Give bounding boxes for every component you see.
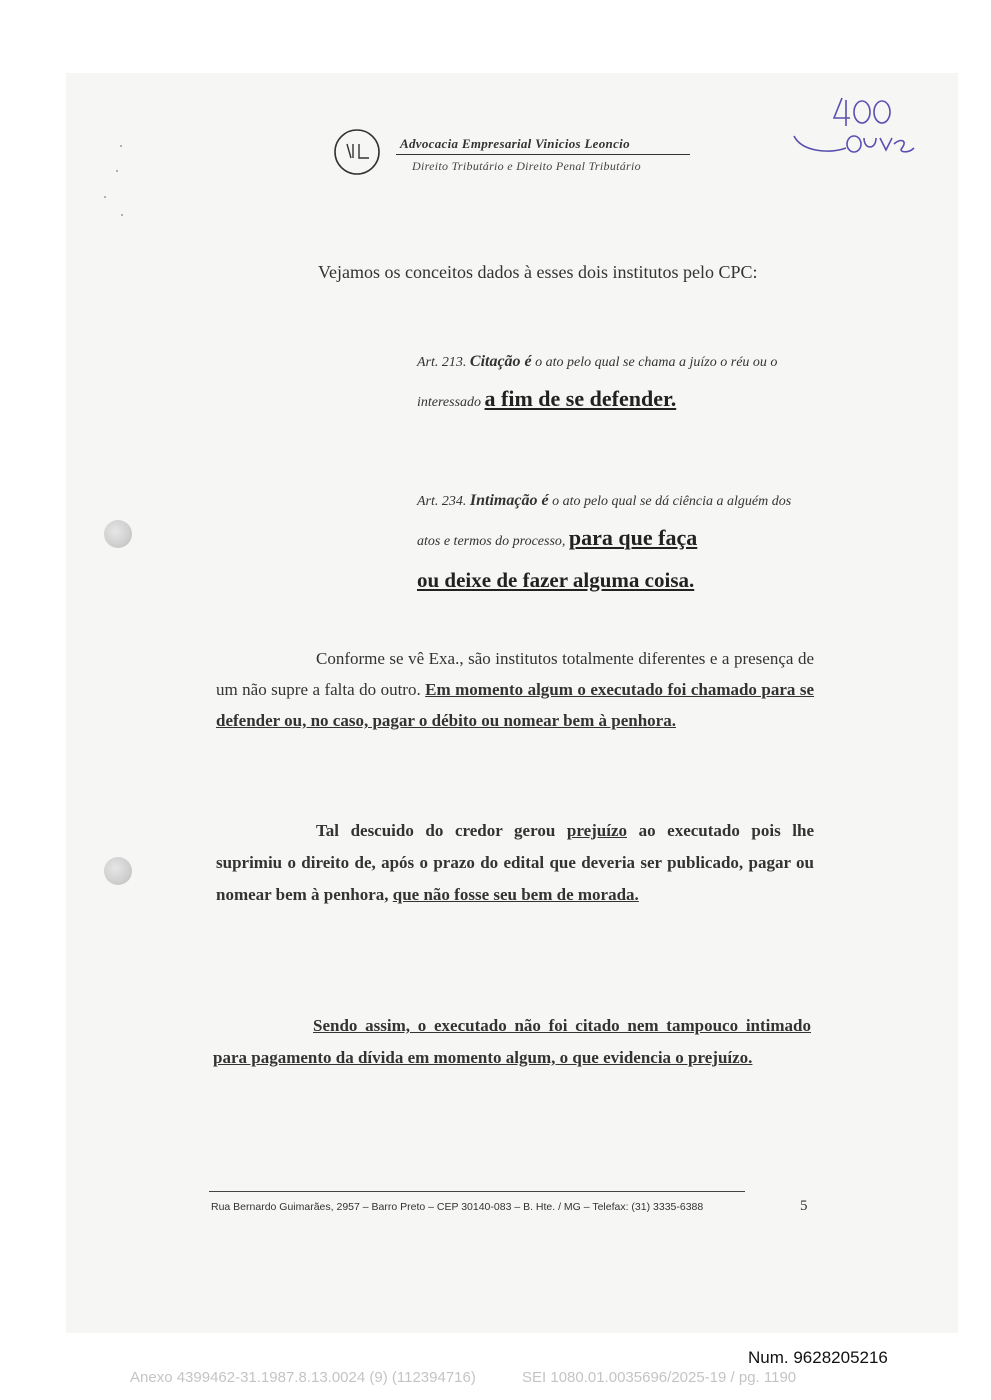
firm-logo-icon: [333, 128, 381, 176]
speck: [116, 170, 118, 172]
paragraph1-plain: Conforme se vê Exa., são institutos totalmente diferentes e a presença de um não supre a falta do outro.: [216, 649, 814, 699]
art234-emphasis-1: para que faça: [568, 525, 698, 550]
art213-number: Art. 213.: [417, 355, 467, 370]
footer-address: Rua Bernardo Guimarães, 2957 – Barro Preto – CEP 30140-083 – B. Hte. / MG – Telefax: (31) 3335-6388: [211, 1201, 704, 1213]
art234-emphasis-2: ou deixe de fazer alguma coisa.: [417, 568, 695, 592]
speck: [104, 196, 106, 198]
punch-hole-top: [104, 520, 132, 548]
paragraph2-underlined2: que não fosse seu bem de morada.: [392, 885, 639, 904]
art213-term: Citação é: [469, 353, 532, 370]
paragraph-1: [216, 643, 814, 736]
paragraph2-part1: Tal descuido do credor gerou: [316, 821, 556, 840]
annex-stamp: [130, 1369, 890, 1386]
handwritten-note: [790, 92, 920, 162]
page-number: 5: [800, 1198, 808, 1214]
paragraph2-underlined1: prejuízo: [566, 821, 627, 840]
firm-name: Advocacia Empresarial Vinicios Leoncio: [400, 136, 630, 151]
paragraph1-underlined: Em momento algum o executado foi chamado para se defender ou, no caso, pagar o débito ou nomear bem à penhora.: [216, 680, 815, 730]
paragraph-2: [216, 815, 814, 911]
sei-reference: SEI 1080.01.0035696/2025-19 / pg. 1190: [522, 1369, 797, 1386]
article-234: [417, 483, 817, 600]
letterhead-rule: [396, 154, 690, 155]
art213-emphasis: a fim de se defender.: [484, 386, 677, 411]
art234-text: o ato pelo qual se dá ciência a alguém dos atos e termos do processo,: [417, 494, 792, 549]
speck: [120, 145, 122, 147]
paragraph-3: [213, 1010, 811, 1074]
firm-subtitle: Direito Tributário e Direito Penal Tributário: [412, 159, 641, 173]
art234-number: Art. 234.: [417, 494, 467, 509]
document-number: Num. 9628205216: [748, 1348, 888, 1367]
art234-term: Intimação é: [469, 492, 549, 509]
paragraph3-underlined: Sendo assim, o executado não foi citado nem tampouco intimado para pagamento da dívida em momento algum, o que evidencia o prejuízo.: [213, 1016, 811, 1067]
speck: [121, 214, 123, 216]
annex-reference: Anexo 4399462-31.1987.8.13.0024 (9) (112394716): [130, 1369, 476, 1386]
footer-rule: [209, 1191, 745, 1192]
punch-hole-bottom: [104, 857, 132, 885]
art213-text: o ato pelo qual se chama a juízo o réu ou o interessado: [417, 355, 778, 410]
paragraph2-part2: ao executado pois lhe suprimiu o direito de, após o prazo do edital que deveria ser publicado, pagar ou nomear bem à penhora,: [216, 821, 815, 904]
article-213: [417, 344, 817, 421]
intro-sentence: Vejamos os conceitos dados à esses dois institutos pelo CPC:: [318, 262, 758, 282]
